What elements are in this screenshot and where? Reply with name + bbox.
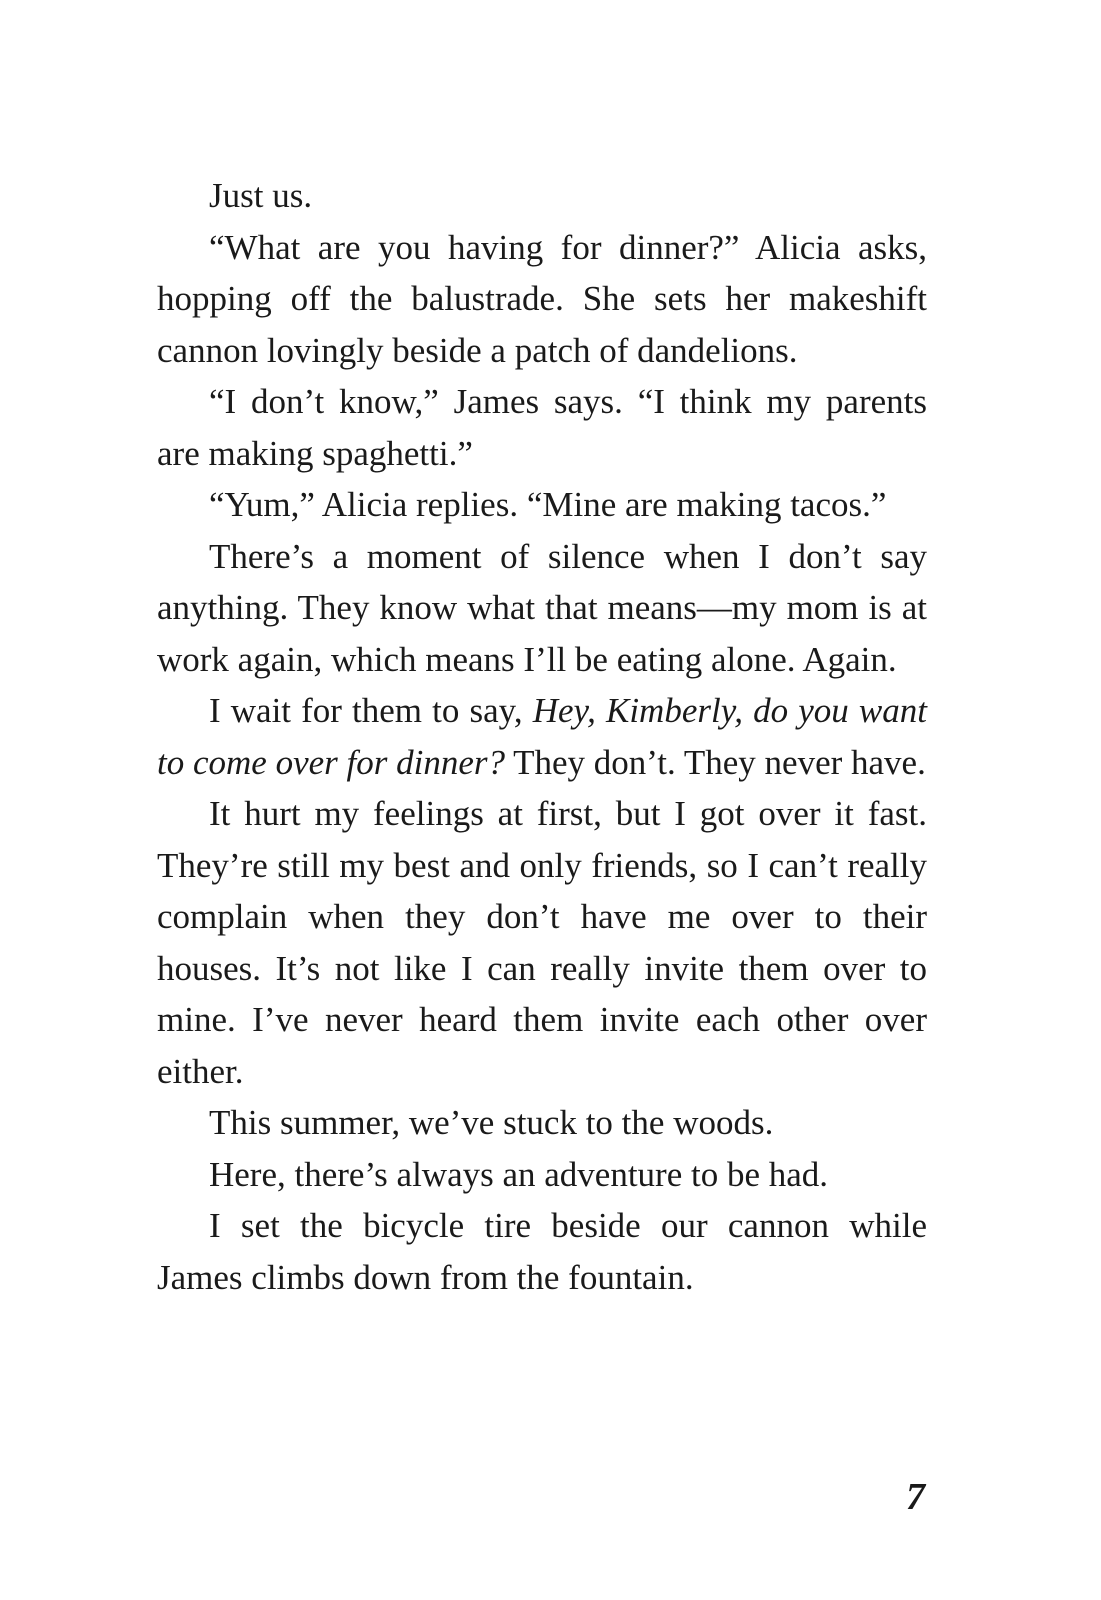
paragraph bbox=[157, 685, 927, 788]
text-segment: It hurt my feelings at first, but I got over it fast. They’re still my best and only friends, so I can’t really complain when they don’t have me over to their houses. It’s not like I can really invite them over to mine. I’ve never heard them invite each other over either. bbox=[157, 794, 927, 1091]
text-segment: I set the bicycle tire beside our cannon while James climbs down from the fountain. bbox=[157, 1206, 927, 1297]
text-segment: Just us. bbox=[209, 176, 313, 215]
paragraph bbox=[157, 376, 927, 479]
body-text bbox=[157, 170, 927, 1303]
text-segment: This summer, we’ve stuck to the woods. bbox=[209, 1103, 774, 1142]
text-segment: I wait for them to say, bbox=[209, 691, 533, 730]
paragraph bbox=[157, 1097, 927, 1149]
text-segment: “Yum,” Alicia replies. “Mine are making tacos.” bbox=[209, 485, 887, 524]
italic-text: Hey, Kimberly, do you want to come over for dinner? bbox=[157, 691, 927, 782]
text-segment: There’s a moment of silence when I don’t say anything. They know what that means—my mom is at work again, which means I’ll be eating alone. Again. bbox=[157, 536, 927, 679]
paragraph bbox=[157, 222, 927, 377]
paragraph bbox=[157, 170, 927, 222]
text-segment: “I don’t know,” James says. “I think my parents are making spaghetti.” bbox=[157, 382, 927, 473]
text-segment: Here, there’s always an adventure to be had. bbox=[209, 1154, 829, 1194]
text-segment: They don’t. They never have. bbox=[504, 742, 926, 782]
page-number: 7 bbox=[906, 1476, 925, 1518]
paragraph bbox=[157, 788, 927, 1097]
paragraph bbox=[157, 1149, 927, 1201]
paragraph bbox=[157, 1200, 927, 1303]
paragraph bbox=[157, 531, 927, 686]
text-segment: “What are you having for dinner?” Alicia asks, hopping off the balustrade. She sets her makeshift cannon lovingly beside a patch of dandelions. bbox=[157, 227, 927, 370]
paragraph bbox=[157, 479, 927, 531]
